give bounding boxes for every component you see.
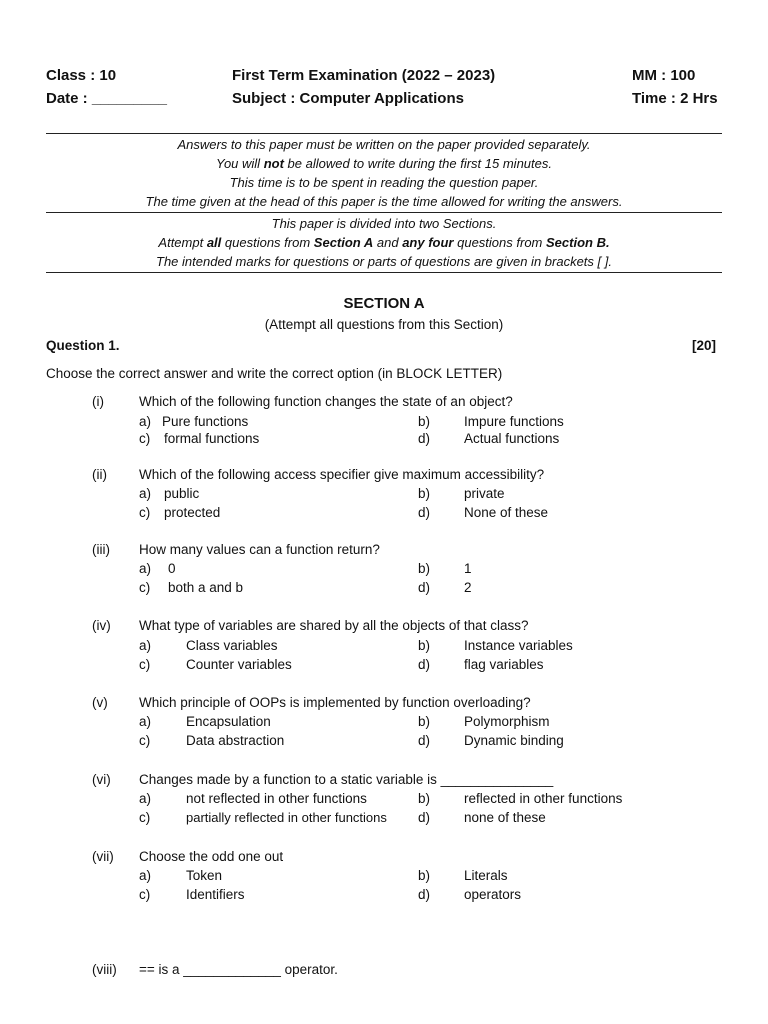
option-label: b) — [418, 638, 431, 653]
instruction-line-1: Answers to this paper must be written on the paper provided separately. — [177, 137, 591, 152]
option-label: a) — [139, 561, 152, 576]
option-b: Polymorphism — [464, 714, 550, 729]
option-b: Impure functions — [464, 414, 564, 429]
option-d: None of these — [464, 505, 549, 520]
option-d: flag variables — [464, 657, 544, 672]
question-label: Question 1. — [46, 338, 120, 353]
option-d: 2 — [464, 580, 472, 595]
option-label: b) — [418, 868, 431, 883]
question-number: (vi) — [92, 772, 111, 787]
divider-bottom — [46, 272, 722, 273]
option-label: a) — [139, 486, 152, 501]
instruction-line-5: This paper is divided into two Sections. — [271, 216, 497, 231]
option-a: Encapsulation — [186, 714, 271, 729]
question-number: (v) — [92, 695, 108, 710]
option-d: none of these — [464, 810, 546, 825]
option-label: b) — [418, 414, 431, 429]
instruction-line-4: The time given at the head of this paper is the time allowed for writing the answers. — [145, 194, 623, 209]
option-b: reflected in other functions — [464, 791, 623, 806]
divider-top — [46, 133, 722, 134]
divider-middle — [46, 212, 722, 213]
option-a: Class variables — [186, 638, 278, 653]
option-label: c) — [139, 431, 151, 446]
question-number: (i) — [92, 394, 104, 409]
option-b: private — [464, 486, 505, 501]
subject-label: Subject : Computer Applications — [232, 90, 464, 107]
question-text: Which of the following access specifier give maximum accessibility? — [139, 467, 545, 482]
option-c: formal functions — [164, 431, 260, 446]
option-label: a) — [139, 638, 152, 653]
option-label: d) — [418, 810, 431, 825]
question-marks: [20] — [692, 338, 717, 353]
option-b: 1 — [464, 561, 472, 576]
instruction-line-7: The intended marks for questions or parts of questions are given in brackets [ ]. — [156, 254, 612, 269]
option-d: operators — [464, 887, 522, 902]
option-c: protected — [164, 505, 221, 520]
option-label: d) — [418, 887, 431, 902]
question-number: (viii) — [92, 962, 117, 977]
question-text: Choose the odd one out — [139, 849, 284, 864]
option-label: c) — [139, 887, 151, 902]
option-label: d) — [418, 431, 431, 446]
option-c: partially reflected in other functions — [186, 810, 387, 825]
option-c: both a and b — [168, 580, 244, 595]
option-label: c) — [139, 580, 151, 595]
option-c: Data abstraction — [186, 733, 285, 748]
instruction-line-2: You will not be allowed to write during the first 15 minutes. — [215, 156, 552, 171]
option-d: Dynamic binding — [464, 733, 564, 748]
question-number: (iv) — [92, 618, 111, 633]
option-a: 0 — [168, 561, 176, 576]
option-label: b) — [418, 791, 431, 806]
option-d: Actual functions — [464, 431, 560, 446]
option-a: Token — [186, 868, 223, 883]
question-text: What type of variables are shared by all the objects of that class? — [139, 618, 529, 633]
time-allowed: Time : 2 Hrs — [632, 90, 718, 107]
option-label: a) — [139, 714, 152, 729]
question-number: (vii) — [92, 849, 114, 864]
option-label: a) — [139, 868, 152, 883]
question-number: (iii) — [92, 542, 110, 557]
instruction-line-6: Attempt all questions from Section A and any four questions from Section B. — [158, 235, 610, 250]
instruction-line-3: This time is to be spent in reading the question paper. — [229, 175, 539, 190]
question-text: Changes made by a function to a static variable is _______________ — [139, 772, 554, 787]
option-a: public — [164, 486, 200, 501]
option-label: d) — [418, 580, 431, 595]
option-a: Pure functions — [162, 414, 249, 429]
option-c: Counter variables — [186, 657, 292, 672]
class-label: Class : 10 — [46, 67, 117, 84]
option-a: not reflected in other functions — [186, 791, 367, 806]
date-label: Date : _________ — [46, 90, 167, 107]
option-label: d) — [418, 657, 431, 672]
question-text: Which principle of OOPs is implemented by function overloading? — [139, 695, 531, 710]
option-label: c) — [139, 733, 151, 748]
question-text: Which of the following function changes the state of an object? — [139, 394, 513, 409]
option-b: Instance variables — [464, 638, 573, 653]
option-label: b) — [418, 714, 431, 729]
question-text: How many values can a function return? — [139, 542, 380, 557]
option-c: Identifiers — [186, 887, 245, 902]
question-text: == is a _____________ operator. — [139, 962, 338, 977]
question-number: (ii) — [92, 467, 107, 482]
option-label: d) — [418, 733, 431, 748]
option-label: a) — [139, 791, 152, 806]
option-label: d) — [418, 505, 431, 520]
exam-title: First Term Examination (2022 – 2023) — [232, 67, 496, 84]
section-title: SECTION A — [343, 295, 425, 312]
option-b: Literals — [464, 868, 508, 883]
section-subtitle: (Attempt all questions from this Section) — [264, 317, 504, 332]
option-label: c) — [139, 505, 151, 520]
option-label: c) — [139, 810, 151, 825]
directions: Choose the correct answer and write the correct option (in BLOCK LETTER) — [46, 366, 503, 381]
option-label: b) — [418, 561, 431, 576]
option-label: b) — [418, 486, 431, 501]
max-marks: MM : 100 — [632, 67, 696, 84]
option-label: a) — [139, 414, 152, 429]
option-label: c) — [139, 657, 151, 672]
